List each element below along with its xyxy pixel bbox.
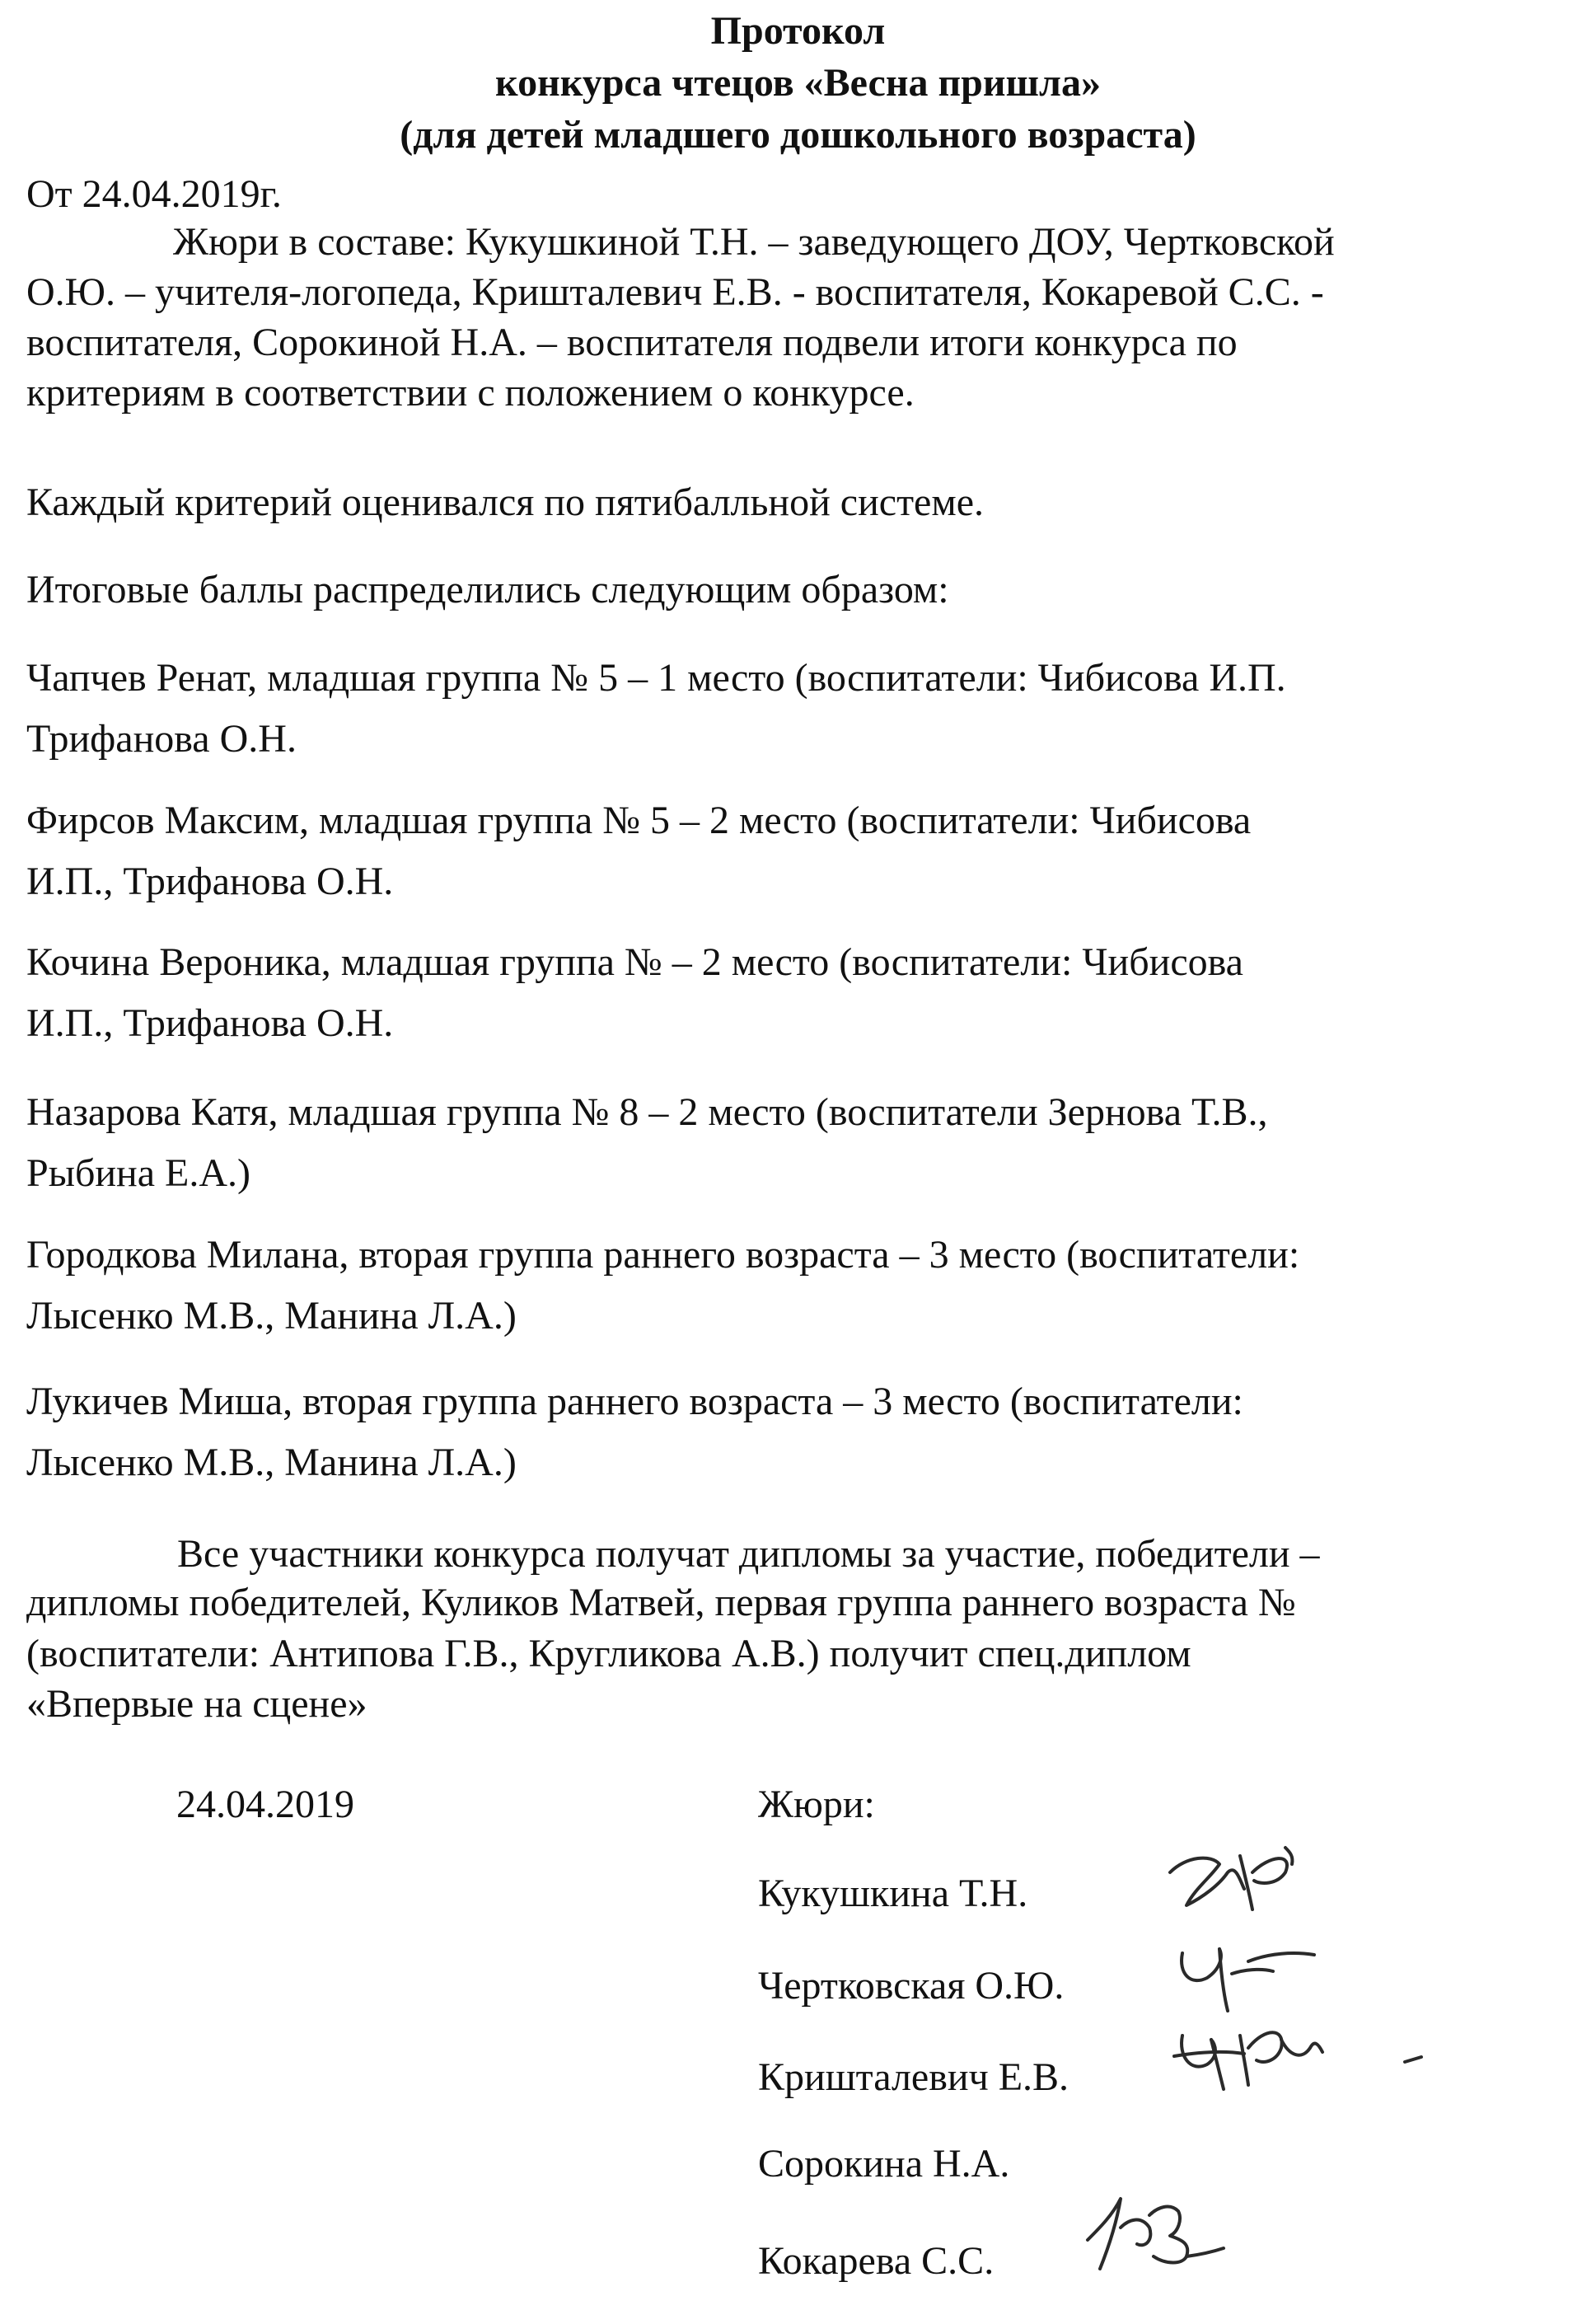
document-date: От 24.04.2019г. <box>26 172 282 216</box>
jury-member: Сорокина Н.А. <box>758 2142 1010 2186</box>
title-line-1: Протокол <box>710 9 886 53</box>
intro-line-4: критериям в соответствии с положением о конкурсе. <box>26 371 915 415</box>
result-entry-line: Лукичев Миша, вторая группа раннего возраста – 3 место (воспитатели: <box>26 1380 1243 1423</box>
title-line-2: конкурса чтецов «Весна пришла» <box>495 61 1101 105</box>
results-heading: Итоговые баллы распределились следующим образом: <box>26 568 949 611</box>
closing-line-4: «Впервые на сцене» <box>26 1682 367 1726</box>
signature-date: 24.04.2019 <box>176 1783 354 1826</box>
closing-line-1: Все участники конкурса получат дипломы за участие, победители – <box>177 1532 1320 1576</box>
result-entry-line: Лысенко М.В., Манина Л.А.) <box>26 1441 517 1484</box>
result-entry-line: Чапчев Ренат, младшая группа № 5 – 1 место (воспитатели: Чибисова И.П. <box>26 656 1286 700</box>
result-entry-line: Рыбина Е.А.) <box>26 1151 251 1195</box>
title-line-3: (для детей младшего дошкольного возраста) <box>400 113 1196 157</box>
intro-line-1: Жюри в составе: Кукушкиной Т.Н. – заведующего ДОУ, Чертковской <box>173 220 1335 264</box>
result-entry-line: Лысенко М.В., Манина Л.А.) <box>26 1294 517 1338</box>
result-entry-line: Кочина Вероника, младшая группа № – 2 место (воспитатели: Чибисова <box>26 940 1243 984</box>
result-entry-line: Городкова Милана, вторая группа раннего возраста – 3 место (воспитатели: <box>26 1233 1300 1277</box>
result-entry-line: Трифанова О.Н. <box>26 717 297 761</box>
result-entry-line: И.П., Трифанова О.Н. <box>26 860 394 903</box>
result-entry-line: И.П., Трифанова О.Н. <box>26 1001 394 1045</box>
jury-label: Жюри: <box>758 1783 875 1826</box>
jury-member: Кукушкина Т.Н. <box>758 1872 1028 1915</box>
signature-krishtalevich <box>1166 2011 1438 2101</box>
intro-line-2: О.Ю. – учителя-логопеда, Кришталевич Е.В. - воспитателя, Кокаревой С.С. - <box>26 270 1324 314</box>
jury-member: Кришталевич Е.В. <box>758 2055 1069 2099</box>
criteria-text: Каждый критерий оценивался по пятибалльной системе. <box>26 480 985 524</box>
signature-kukushkina <box>1162 1839 1318 1922</box>
signature-chertkovskaya <box>1170 1928 1327 2019</box>
result-entry-line: Назарова Катя, младшая группа № 8 – 2 место (воспитатели Зернова Т.В., <box>26 1090 1268 1134</box>
closing-line-3: (воспитатели: Антипова Г.В., Кругликова А.В.) получит спец.диплом <box>26 1632 1191 1675</box>
signature-kokareva <box>1071 2182 1236 2281</box>
intro-line-3: воспитателя, Сорокиной Н.А. – воспитателя подвели итоги конкурса по <box>26 321 1238 364</box>
closing-line-2: дипломы победителей, Куликов Матвей, первая группа раннего возраста № <box>26 1581 1296 1624</box>
result-entry-line: Фирсов Максим, младшая группа № 5 – 2 место (воспитатели: Чибисова <box>26 799 1252 842</box>
jury-member: Кокарева С.С. <box>758 2239 995 2283</box>
jury-member: Чертковская О.Ю. <box>758 1964 1065 2008</box>
